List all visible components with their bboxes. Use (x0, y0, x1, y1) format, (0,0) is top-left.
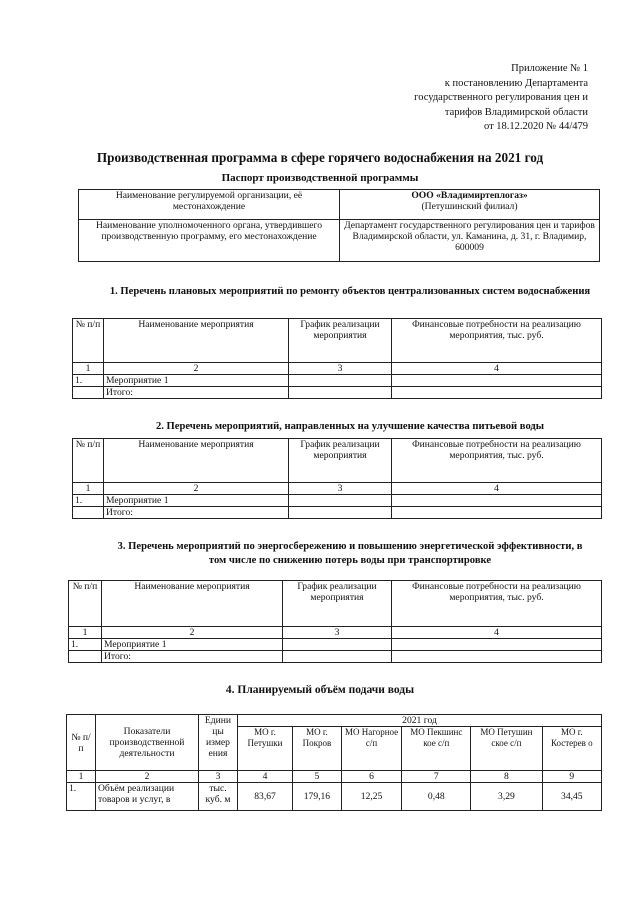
row-schedule (289, 375, 392, 387)
row-num (73, 387, 104, 399)
col-index: 2 (96, 771, 199, 783)
col-finance-header: Финансовые потребности на реализацию мероприятия, тыс. руб. (392, 581, 602, 627)
volume-value: 83,67 (238, 783, 293, 811)
col-name-header: Наименование мероприятия (102, 581, 283, 627)
row-name: Мероприятие 1 (104, 495, 289, 507)
row-num: 1. (69, 639, 102, 651)
row-finance (392, 495, 602, 507)
col-schedule-header: График реализации мероприятия (289, 439, 392, 483)
row-name: Мероприятие 1 (104, 375, 289, 387)
municipality-header: МО Петушин ское с/п (471, 727, 542, 771)
row-schedule (289, 387, 392, 399)
appendix-line: к постановлению Департамента (444, 77, 588, 89)
row-schedule (283, 651, 392, 663)
col-index: 2 (104, 363, 289, 375)
row-unit: тыс. куб. м (199, 783, 238, 811)
municipality-header: МО Пекшинс кое с/п (402, 727, 471, 771)
section1-table (72, 318, 602, 399)
volume-value: 3,29 (471, 783, 542, 811)
municipality-header: МО г. Петушки (238, 727, 293, 771)
row-total: Итого: (104, 507, 289, 519)
row-total: Итого: (104, 387, 289, 399)
row-finance (392, 507, 602, 519)
row-schedule (283, 639, 392, 651)
municipality-header: МО Нагорное с/п (341, 727, 402, 771)
row-finance (392, 639, 602, 651)
col-index: 5 (293, 771, 342, 783)
row-finance (392, 375, 602, 387)
col-unit-header: Едини цы измер ения (199, 715, 238, 771)
passport-table (78, 189, 600, 262)
col-index: 3 (283, 627, 392, 639)
appendix-line: тарифов Владимирской области (444, 106, 588, 118)
year-header: 2021 год (238, 715, 602, 727)
municipality-header: МО г. Покров (293, 727, 342, 771)
passport-value (340, 190, 600, 220)
passport-label: Наименование уполномоченного органа, утвердившего производственную программу, его местонахождение (79, 220, 340, 262)
row-finance (392, 651, 602, 663)
section3-title: 3. Перечень мероприятий по энергосбережению и повышению энергетической эффективности, в том числе по снижению потерь воды при транспортировке (117, 541, 583, 566)
col-index: 2 (104, 483, 289, 495)
volume-value: 34,45 (542, 783, 601, 811)
volume-value: 0,48 (402, 783, 471, 811)
col-finance-header: Финансовые потребности на реализацию мероприятия, тыс. руб. (392, 439, 602, 483)
col-index: 4 (392, 363, 602, 375)
col-index: 7 (402, 771, 471, 783)
col-index: 4 (392, 627, 602, 639)
page-title: Производственная программа в сфере горячего водоснабжения на 2021 год (96, 150, 544, 165)
col-index: 1 (69, 627, 102, 639)
appendix-line: от 18.12.2020 № 44/479 (483, 121, 588, 132)
volume-value: 12,25 (341, 783, 402, 811)
row-num (69, 651, 102, 663)
section2-table (72, 438, 602, 519)
col-index: 4 (238, 771, 293, 783)
col-index: 4 (392, 483, 602, 495)
section1-title: 1. Перечень плановых мероприятий по ремонту объектов централизованных систем водоснабжения (109, 286, 591, 297)
row-finance (392, 387, 602, 399)
col-finance-header: Финансовые потребности на реализацию мероприятия, тыс. руб. (392, 319, 602, 363)
volume-value: 179,16 (293, 783, 342, 811)
row-indicator: Объём реализации товаров и услуг, в (96, 783, 199, 811)
row-num (73, 507, 104, 519)
col-num-header: № п/п (73, 439, 104, 483)
appendix-block (414, 62, 588, 135)
col-indicator-header: Показатели производственной деятельности (96, 715, 199, 771)
col-schedule-header: График реализации мероприятия (283, 581, 392, 627)
passport-value: Департамент государственного регулирования цен и тарифов Владимирской области, ул. Каманина, д. 31, г. Владимир, 600009 (340, 220, 600, 262)
row-num: 1. (73, 375, 104, 387)
row-name: Мероприятие 1 (102, 639, 283, 651)
section4-title: 4. Планируемый объём подачи воды (225, 684, 415, 696)
col-index: 1 (67, 771, 96, 783)
appendix-line: Приложение № 1 (511, 63, 588, 74)
col-num-header: № п/п (73, 319, 104, 363)
organization-name: ООО «Владимиртеплогаз» (411, 190, 528, 201)
section2-title: 2. Перечень мероприятий, направленных на улучшение качества питьевой воды (155, 421, 545, 432)
col-name-header: Наименование мероприятия (104, 319, 289, 363)
col-num-header: № п/п (69, 581, 102, 627)
row-schedule (289, 507, 392, 519)
col-index: 3 (199, 771, 238, 783)
volume-table (66, 714, 602, 811)
col-name-header: Наименование мероприятия (104, 439, 289, 483)
row-schedule (289, 495, 392, 507)
passport-title: Паспорт производственной программы (221, 172, 419, 184)
appendix-line: государственного регулирования цен и (414, 92, 588, 103)
row-num: 1. (67, 783, 96, 811)
passport-label: Наименование регулируемой организации, её местонахождение (79, 190, 340, 220)
municipality-header: МО г. Костерев о (542, 727, 601, 771)
row-num: 1. (73, 495, 104, 507)
col-index: 3 (289, 483, 392, 495)
row-total: Итого: (102, 651, 283, 663)
col-num-header: № п/п (67, 715, 96, 771)
col-index: 8 (471, 771, 542, 783)
col-index: 2 (102, 627, 283, 639)
col-index: 1 (73, 363, 104, 375)
col-schedule-header: График реализации мероприятия (289, 319, 392, 363)
col-index: 3 (289, 363, 392, 375)
organization-branch: (Петушинский филиал) (421, 201, 518, 212)
section3-table (68, 580, 602, 663)
col-index: 6 (341, 771, 402, 783)
col-index: 1 (73, 483, 104, 495)
col-index: 9 (542, 771, 601, 783)
